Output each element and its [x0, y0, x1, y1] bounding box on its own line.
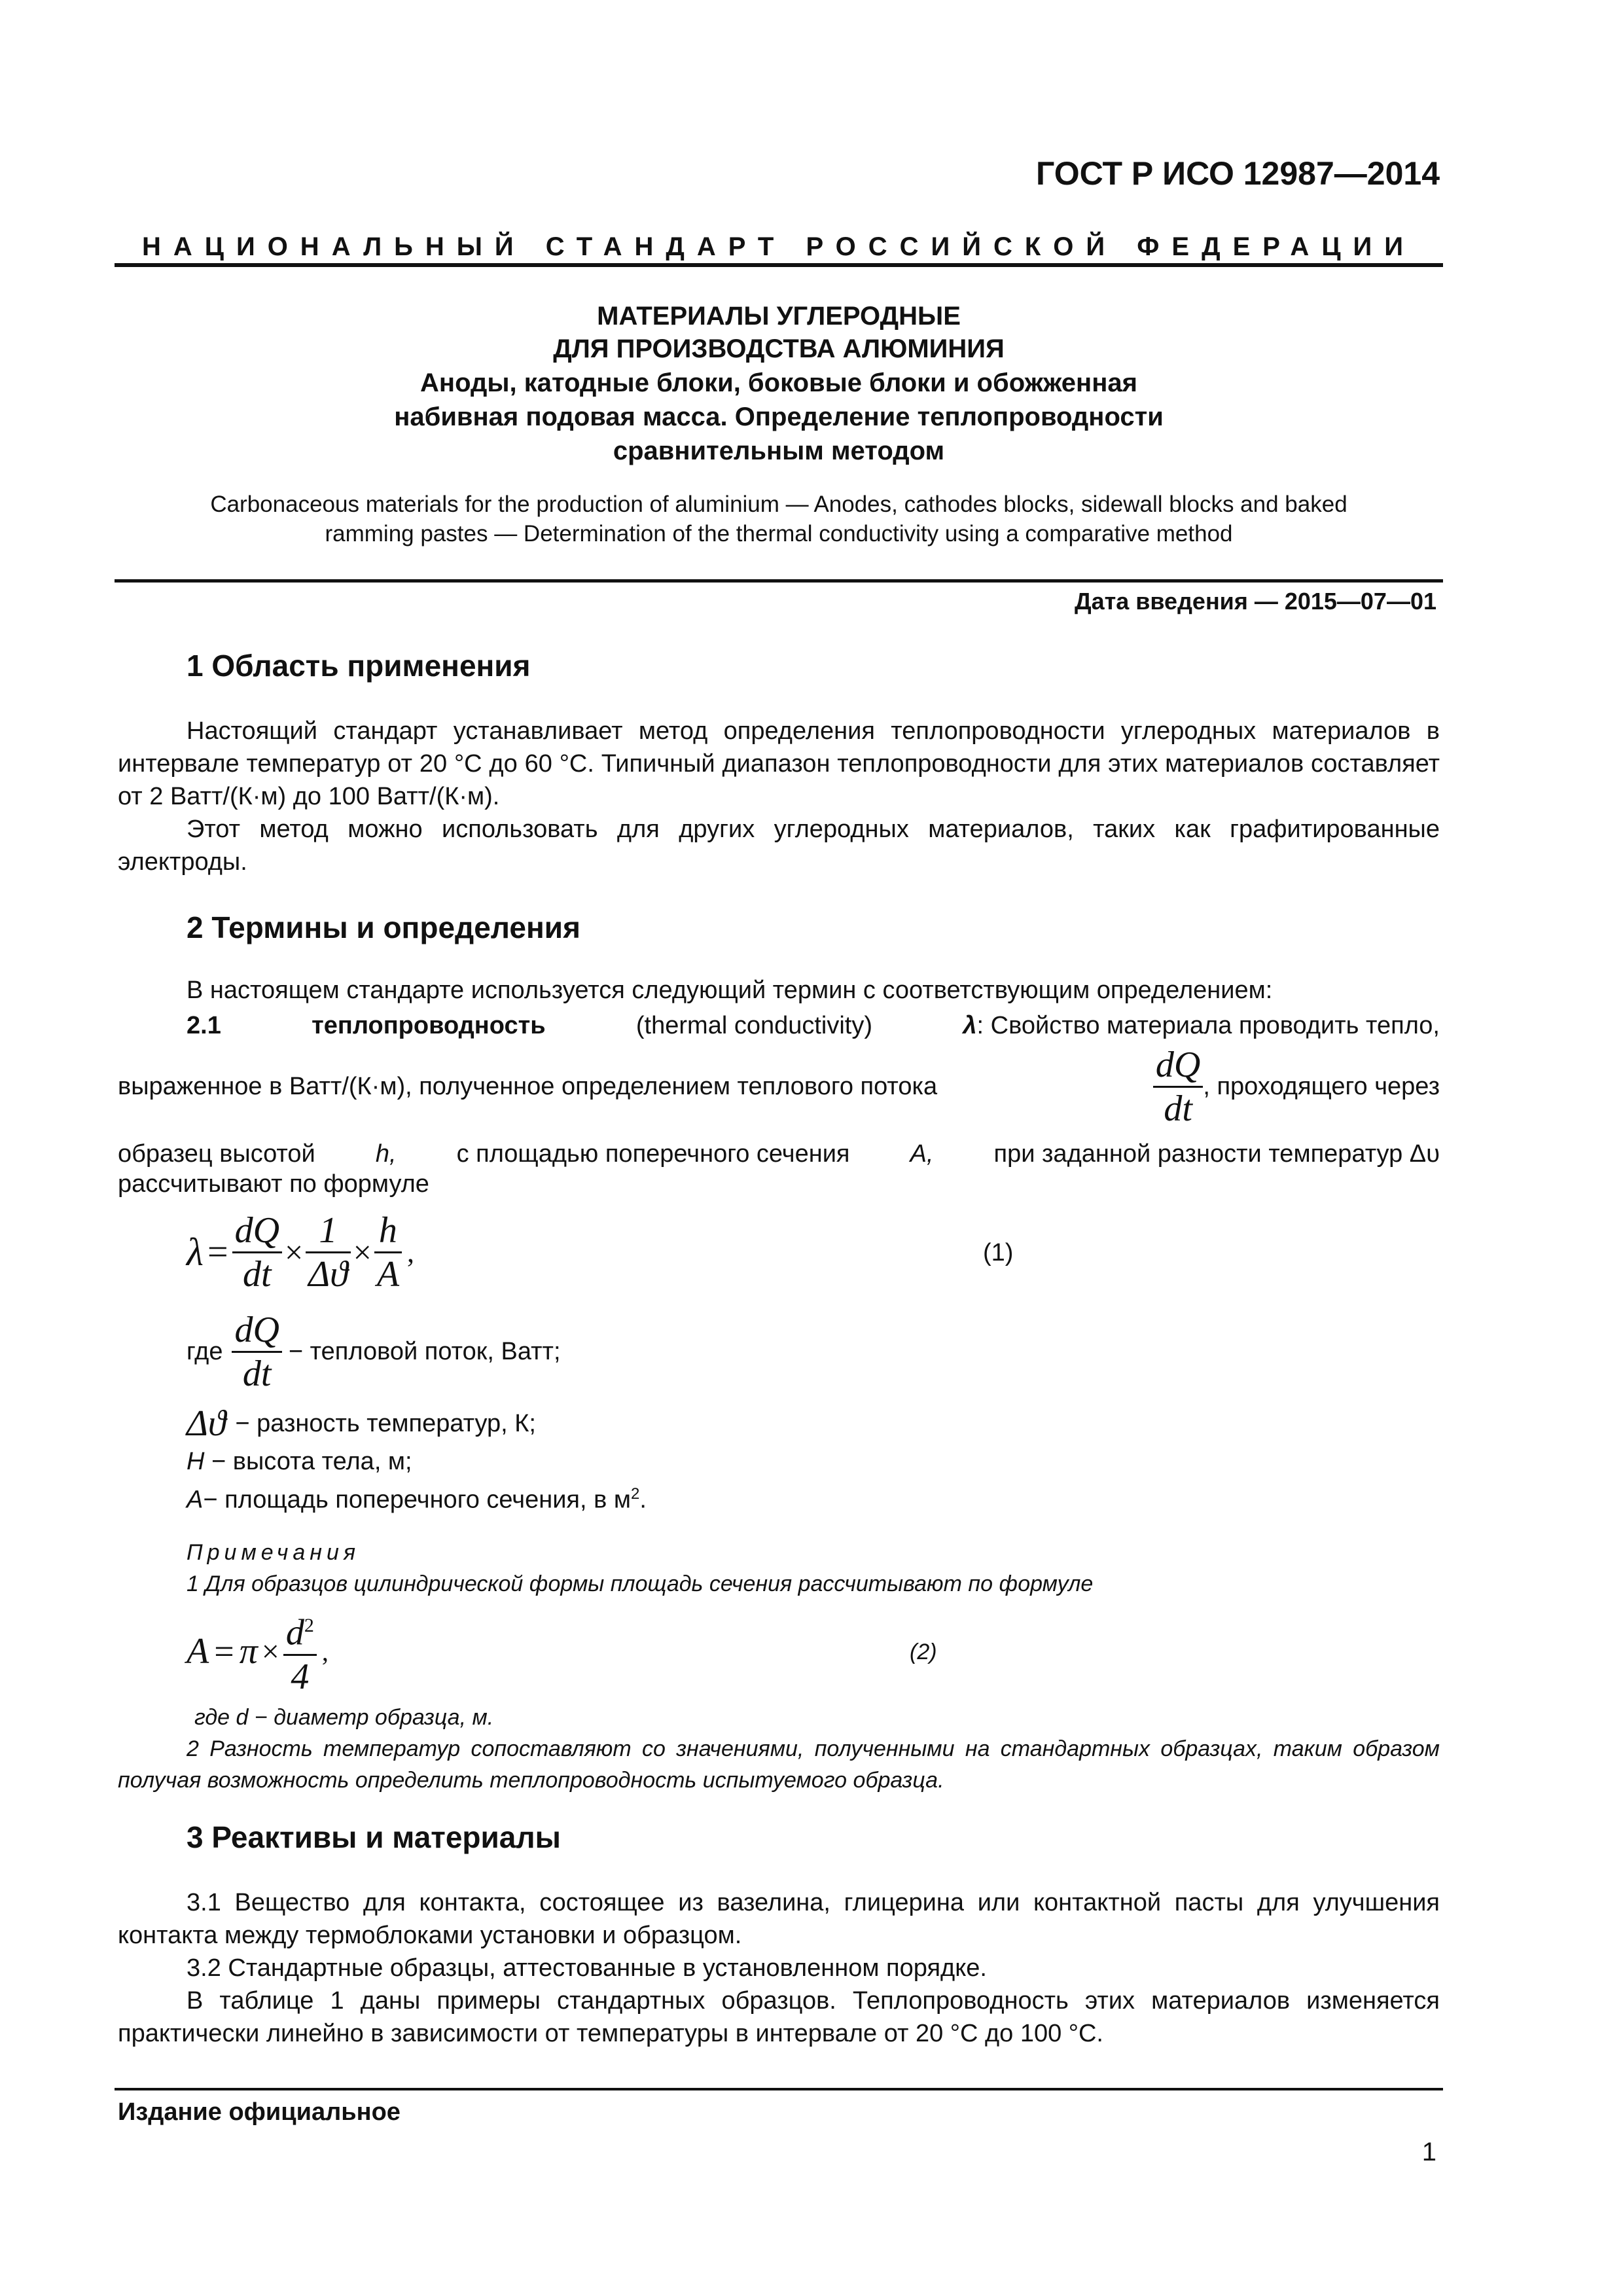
fraction-denominator: dt: [232, 1351, 281, 1395]
formula-1-fraction-flux: [232, 1210, 282, 1295]
term-def-d3: при заданной разности температур Δυ: [993, 1140, 1440, 1168]
formula-comma: ,: [407, 1236, 415, 1268]
square-superscript: 2: [304, 1615, 314, 1637]
diameter-symbol: d: [285, 1612, 304, 1653]
note-2-text: 2 Разность температур сопоставляют со значениями, полученными на стандартных образцах, таким образом получая возможность определить теплопроводность испытуемого образца.: [118, 1736, 1440, 1793]
area-symbol: A: [187, 1631, 209, 1672]
fraction-numerator: dQ: [1155, 1044, 1201, 1085]
times-sign: ×: [285, 1234, 304, 1270]
term-number: 2.1: [187, 1012, 221, 1039]
note-where-d: где d − диаметр образца, м.: [194, 1705, 494, 1730]
standard-type-line: НАЦИОНАЛЬНЫЙ СТАНДАРТ РОССИЙСКОЙ ФЕДЕРАЦИИ: [141, 232, 1416, 261]
term-definition-line-2: [118, 1037, 1440, 1136]
term-english: (thermal conductivity): [635, 1012, 873, 1039]
title-rule: [115, 579, 1443, 583]
section-2-heading: 2 Термины и определения: [187, 910, 580, 944]
area-unit-superscript: 2: [631, 1485, 640, 1503]
paragraph-text: Настоящий стандарт устанавливает метод определения теплопроводности углеродных материалов в интервале температур от 20 °С до 60 °С. Типичный диапазон теплопроводности для этих материалов составляет от 2 Ватт/(К·м) до 100 Ватт/(К·м).: [118, 717, 1440, 810]
fraction-denominator: 4: [283, 1654, 317, 1698]
term-def-a: : Свойство материала проводить тепло,: [976, 1012, 1440, 1039]
where-flux-text: − тепловой поток, Ватт;: [288, 1337, 561, 1365]
where-flux-line: [187, 1302, 561, 1401]
section-1-paragraph-2: [118, 813, 1440, 878]
heat-flux-fraction: [1153, 1044, 1203, 1130]
formula-1-fraction-geometry: [374, 1210, 402, 1295]
term-def-c: , проходящего через: [1203, 1072, 1440, 1100]
formula-2-fraction: [283, 1605, 317, 1698]
term-def-d2: с площадью поперечного сечения: [456, 1140, 850, 1168]
fraction-numerator: [283, 1605, 317, 1654]
where-a-end: .: [639, 1486, 647, 1514]
header-rule: [115, 263, 1443, 267]
english-title-line-1: Carbonaceous materials for the production of aluminium — Anodes, cathodes blocks, sidewall blocks and baked: [210, 492, 1347, 517]
where-flux-fraction: [232, 1309, 281, 1395]
title-line-1: МАТЕРИАЛЫ УГЛЕРОДНЫЕ: [597, 302, 961, 331]
formula-2: [187, 1602, 329, 1700]
where-dtheta-text: − разность температур, К;: [235, 1409, 536, 1437]
notes-heading: Примечания: [187, 1540, 361, 1565]
section-3-heading: 3 Реактивы и материалы: [187, 1820, 561, 1854]
fraction-denominator: dt: [232, 1251, 282, 1295]
term-def-h: h,: [375, 1140, 397, 1168]
where-h-line: [187, 1445, 412, 1478]
paragraph-text: 3.2 Стандартные образцы, аттестованные в установленном порядке.: [187, 1954, 987, 1982]
where-h-text: − высота тела, м;: [211, 1448, 412, 1475]
pi-symbol: π: [239, 1631, 258, 1672]
area-symbol: А: [187, 1486, 204, 1514]
times-sign: ×: [261, 1634, 279, 1669]
fraction-numerator: h: [378, 1210, 397, 1251]
english-title: [118, 490, 1440, 548]
section-3-paragraph-3: [118, 1984, 1440, 2050]
page-number: 1: [1421, 2138, 1436, 2166]
english-title-line-2: ramming pastes — Determination of the thermal conductivity using a comparative method: [325, 521, 1233, 547]
formula-1-number: (1): [983, 1239, 1014, 1266]
delta-theta-symbol: Δϑ: [187, 1403, 226, 1444]
paragraph-text: 3.1 Вещество для контакта, состоящее из вазелина, глицерина или контактной пасты для улучшения контакта между термоблоками установки и образцом.: [118, 1889, 1440, 1949]
height-symbol: Н: [187, 1448, 205, 1475]
formula-1-fraction-delta: [306, 1210, 350, 1295]
title-line-4: набивная подовая масса. Определение теплопроводности: [394, 403, 1164, 431]
heat-flux-group: [1153, 1044, 1440, 1130]
term-symbol: λ: [963, 1012, 977, 1039]
paragraph-text: В таблице 1 даны примеры стандартных образцов. Теплопроводность этих материалов изменяется практически линейно в зависимости от температуры в интервале от 20 °С до 100 °С.: [118, 1987, 1440, 2047]
fraction-numerator: dQ: [234, 1309, 279, 1350]
section-1-paragraph-1: [118, 715, 1440, 813]
equals-sign: =: [207, 1232, 228, 1272]
term-definition-line-3: [118, 1138, 1440, 1170]
fraction-denominator: Δϑ: [306, 1251, 350, 1295]
title-block: [118, 300, 1440, 467]
footer-rule: [115, 2088, 1443, 2090]
term-name: теплопроводность: [312, 1012, 546, 1039]
formula-comma: ,: [321, 1636, 329, 1666]
term-def-d1: образец высотой: [118, 1140, 315, 1168]
edition-label: Издание официальное: [118, 2098, 401, 2126]
section-3-paragraph-1: [118, 1886, 1440, 1952]
where-label: где: [187, 1337, 223, 1365]
note-2: [118, 1733, 1440, 1796]
fraction-numerator: 1: [319, 1210, 338, 1251]
section-1-heading: 1 Область применения: [187, 649, 531, 683]
note-1: 1 Для образцов цилиндрической формы площадь сечения рассчитывают по формуле: [187, 1571, 1094, 1596]
term-def-b: выраженное в Ватт/(К·м), полученное определением теплового потока: [118, 1072, 938, 1100]
where-dtheta-line: [187, 1401, 536, 1446]
formula-2-number: (2): [910, 1640, 937, 1664]
term-def-a-symbol: A,: [910, 1140, 934, 1168]
title-line-3: Аноды, катодные блоки, боковые блоки и обожженная: [420, 368, 1137, 397]
section-2-intro: В настоящем стандарте используется следующий термин с соответствующим определением:: [187, 977, 1273, 1004]
introduction-date: Дата введения — 2015—07—01: [1074, 588, 1436, 615]
paragraph-text: Этот метод можно использовать для других углеродных материалов, таких как графитированные электроды.: [118, 816, 1440, 876]
title-line-2: ДЛЯ ПРОИЗВОДСТВА АЛЮМИНИЯ: [553, 334, 1005, 363]
fraction-denominator: dt: [1153, 1086, 1203, 1130]
fraction-numerator: dQ: [234, 1210, 280, 1251]
lambda-symbol: λ: [187, 1230, 204, 1274]
equals-sign: =: [214, 1632, 234, 1671]
where-a-text: − площадь поперечного сечения, в м: [203, 1486, 631, 1514]
where-a-line: [187, 1478, 647, 1516]
fraction-denominator: A: [374, 1251, 402, 1295]
term-definition-line-4: рассчитывают по формуле: [118, 1170, 429, 1198]
document-code: ГОСТ Р ИСО 12987—2014: [1036, 155, 1440, 192]
section-3-paragraph-2: [118, 1952, 1440, 1984]
times-sign: ×: [353, 1234, 372, 1270]
formula-1: [187, 1203, 414, 1301]
title-line-5: сравнительным методом: [613, 437, 945, 465]
